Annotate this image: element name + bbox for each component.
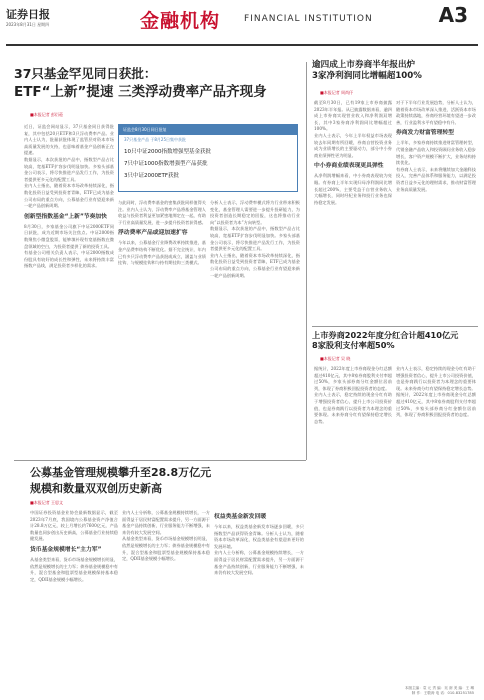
page-number: A3	[438, 3, 468, 27]
dividend-paragraph: 业内人士表示，稳定持续的现金分红有助于增强投资者信心，提升上市公司投资价值，也是券商践行以投资者为本理念的重要体现。未来券商分红有望保持稳定增长态势。	[396, 366, 476, 391]
brokerage-paragraph: 有券商人士表示，未来将继续加大金融科技投入，完善产品体系和服务能力，以满足投资者日益多元化的理财需求，推动财富管理业务高质量发展。	[396, 166, 476, 192]
fund-subheading-2: 权益类基金新发回暖	[214, 514, 267, 520]
dividend-title-line2: 8家股利支付率超50%	[312, 340, 395, 351]
fund-paragraph: 从基金类型来看，货币市场基金规模增长明显，依然是规模增长的主力军；债券基金规模稳中有升，混合型基金和股票型基金规模保持基本稳定，QDII基金规模小幅增长。	[122, 536, 210, 562]
brokerage-byline: ■本报记者 周尚伃	[320, 90, 354, 95]
masthead	[0, 0, 484, 46]
masthead-divider	[6, 44, 478, 46]
lead-column-1	[24, 124, 114, 454]
issue-date: 2023年8月31日 星期四	[6, 22, 50, 27]
brokerage-paragraph: 上半年，多家券商持续推进财富管理转型，代销金融产品收入和投资顾问业务收入稳步增长，客户资产规模不断扩大，业务结构持续优化。	[396, 140, 476, 166]
dividend-paragraph: 据统计，2022年度上市券商现金分红总额超过410亿元，其中8家券商股利支付率超过50%，多家头部券商分红金额位居前列，体现了券商积极回报投资者的态度。	[314, 366, 392, 391]
lead-subheading-2: 浮动费率产品或迎加速扩容	[118, 230, 188, 237]
brokerage-paragraph: 对于下半年行业发展趋势，分析人士认为，随着资本市场改革深入推进，活跃资本市场政策持续落地，券商经营环境有望进一步改善，行业盈利水平有望稳中有升。	[396, 100, 476, 125]
fund-story-headline	[30, 466, 306, 496]
story-divider	[312, 326, 478, 327]
brokerage-column-2	[396, 100, 476, 322]
lead-paragraph: 与此同时，浮动费率基金的密集获批同样值得关注。业内人士认为，浮动费率产品将基金管理人收益与投资者利益更加紧密地绑定在一起，有助于行业高质量发展，进一步提升投资者获得感。	[118, 200, 206, 225]
infobox-caption: 证监会8月30日同日批复	[119, 125, 297, 135]
infobox-row: 10只中证2000指数增强型基金获批	[124, 149, 211, 155]
fund-column-3	[214, 510, 304, 688]
lead-title-line1: 37只基金罕见同日获批：	[14, 66, 157, 81]
fund-paragraph: 业内人士分析称，公募基金规模持续增长，一方面得益于居民财富配置需求提升，另一方面源于基金产品持续创新，行业服务能力不断增强，未来仍有较大发展空间。	[122, 510, 210, 535]
dividend-paragraph: 据统计，2022年度上市券商现金分红总额超过410亿元，其中8家券商股利支付率超过50%，多家头部券商分红金额位居前列，体现了券商积极回报投资者的态度。	[396, 392, 476, 418]
lead-paragraph: 8月30日，多家基金公司旗下中证2000ETF同日获批，成为近期市场关注焦点。中证2000指数聚焦小微盘股票，能够填补现有宽基指数在微盘领域的空白，为投资者提供了新的投资工具。	[24, 223, 114, 249]
lead-headline	[14, 66, 304, 101]
lead-paragraph: 近日，证监会网站显示，37只基金同日获得批复，其中包括20只ETF和3只浮动费率产品。业内人士认为，批量获批体现了监管层对资本市场高质量发展的支持，也意味着基金产品创新正在提速。	[24, 124, 114, 156]
section-title: 金融机构	[140, 10, 221, 32]
fund-column-1	[30, 510, 118, 688]
lead-paragraph: 数据显示，本次获批的产品中，指数型产品占比较高，宽基ETF扩容步伐明显加快。多家头部基金公司表示，将尽快推进产品发行工作，为投资者提供更多元化的配置工具。	[24, 156, 114, 182]
brokerage-paragraph: 从净利润增幅来看，中小券商表现较为亮眼。有券商上半年实现归母净利润同比增长超过200%，主要受益于自营业务收入大幅增长，同时经纪业务和投行业务也保持稳定发展。	[314, 173, 392, 205]
dividend-paragraph: 业内人士表示，稳定持续的现金分红有助于增强投资者信心，提升上市公司投资价值，也是券商践行以投资者为本理念的重要体现。未来券商分红有望保持稳定增长态势。	[314, 392, 392, 424]
lead-subheading-1: 创新型指数基金“上新”节奏加快	[24, 213, 107, 220]
lead-byline: ■本报记者 彭衍菘	[30, 112, 64, 117]
lead-paragraph: 数据显示，本次获批的产品中，指数型产品占比较高，宽基ETF扩容步伐明显加快。多家头部基金公司表示，将尽快推进产品发行工作，为投资者提供更多元化的配置工具。	[210, 226, 300, 252]
brokerage-title-line2: 3家净利润同比增幅超100%	[312, 70, 422, 81]
section-title-english: FINANCIAL INSTITUTION	[244, 14, 373, 24]
brokerage-paragraph: 截至8月30日，已有19家上市券商披露2023年半年报。从已披露数据来看，逾四成上市券商实现营业收入和净利润双增长，其中3家券商净利润同比增幅超过100%。	[314, 100, 392, 132]
page-footer	[405, 686, 474, 696]
fund-paragraph: 今年以来，权益类基金新发市场逐步回暖，多只指数型产品获得资金青睐。分析人士认为，随着资本市场改革深化，权益类基金有望迎来更好的发展环境。	[214, 524, 304, 549]
lead-paragraph: 分析人士表示，浮动费率模式将为行业带来积极变化，基金管理人需要进一步提升投研能力，为投资者创造长期稳定的回报，这也将推动行业向“以投资者为本”方向转型。	[210, 200, 300, 225]
dividend-byline: ■本报记者 吴 晓	[320, 356, 351, 361]
fund-paragraph: 从基金类型来看，货币市场基金规模增长明显，依然是规模增长的主力军；债券基金规模稳中有升，混合型基金和股票型基金规模保持基本稳定，QDII基金规模小幅增长。	[30, 556, 118, 582]
lead-paragraph: 有基金公司相关负责人表示，中证2000指数成份股具有较好的成长性和弹性，未来将持续丰富指数产品线，满足投资者多样化的需求。	[24, 250, 114, 269]
brokerage-subheading-2: 券商发力财富管理转型	[396, 130, 454, 137]
footer-production: 制 作：王敬涛 电 话：010-83251785	[411, 691, 474, 695]
brokerage-paragraph: 业内人士表示，今年上半年权益市场表现较去年同期有所回暖，券商自营投资业务成为业绩增长的主要驱动力，部分中小券商业绩弹性更为明显。	[314, 132, 392, 158]
lead-title-line2: ETF“上新”提速 三类浮动费率产品齐现身	[14, 83, 267, 100]
lead-column-2	[118, 200, 206, 454]
fund-paragraph: 业内人士分析称，公募基金规模持续增长，一方面得益于居民财富配置需求提升，另一方面源于基金产品持续创新，行业服务能力不断增强，未来仍有较大发展空间。	[214, 550, 304, 576]
footer-editors: 本版主编：袁 元 责 编：吴 澍 美 编：王 琳	[404, 686, 474, 690]
fund-subheading-1: 货币基金规模增长“主力军”	[30, 546, 102, 553]
fund-paragraph: 中国证券投资基金业协会最新数据显示，截至2023年7月底，我国境内公募基金资产净值合计28.8万亿元，较上月增长约7600亿元，产品数量也同步创出历史新高，公募基金行业持续稳健发展。	[30, 510, 118, 542]
brokerage-title-line1: 逾四成上市券商半年报出炉	[312, 60, 416, 70]
brokerage-story-headline	[312, 60, 478, 81]
infobox-row: 3只中证2000ETF获批	[124, 173, 179, 179]
fund-column-2	[122, 510, 210, 688]
fund-title-line2: 规模和数量双双创历史新高	[30, 481, 162, 495]
infobox-row: 7只中证1000指数增强型产品获批	[124, 161, 208, 167]
dividend-column-2	[396, 366, 476, 678]
fund-title-line1: 公募基金管理规模攀升至28.8万亿元	[30, 466, 212, 479]
dividend-title-line1: 上市券商2022年度分红合计超410亿元	[312, 330, 459, 340]
column-divider	[306, 62, 307, 460]
bottom-story-divider	[14, 460, 306, 461]
fund-byline: ■本报记者 王思文	[30, 500, 64, 505]
dividend-column-1	[314, 366, 392, 678]
infobox-subcaption: 37只基金产品 于8月25日集中获批	[124, 137, 186, 142]
lead-paragraph: 今年以来，公募基金行业降费改革持续推进，基金产品费率结构不断优化。据不完全统计，年内已有多只浮动费率产品获批或成立，涵盖与业绩挂钩、与规模挂钩和与持有期挂钩三类模式。	[118, 240, 206, 266]
brokerage-column-1	[314, 100, 392, 322]
brokerage-subheading-1: 中小券商业绩表现更具弹性	[314, 163, 384, 170]
approval-infobox	[118, 124, 298, 192]
lead-paragraph: 业内人士指出，随着资本市场改革持续深化，指数化投资日益受到投资者青睐，ETF已成为基金公司布局的重点方向，公募基金行业有望迎来新一轮产品创新周期。	[210, 252, 300, 278]
dividend-story-headline	[312, 330, 478, 351]
lead-paragraph: 业内人士指出，随着资本市场改革持续深化，指数化投资日益受到投资者青睐，ETF已成为基金公司布局的重点方向，公募基金行业有望迎来新一轮产品创新周期。	[24, 183, 114, 209]
lead-column-3	[210, 200, 300, 454]
newspaper-logo: 证券日报	[6, 8, 50, 21]
